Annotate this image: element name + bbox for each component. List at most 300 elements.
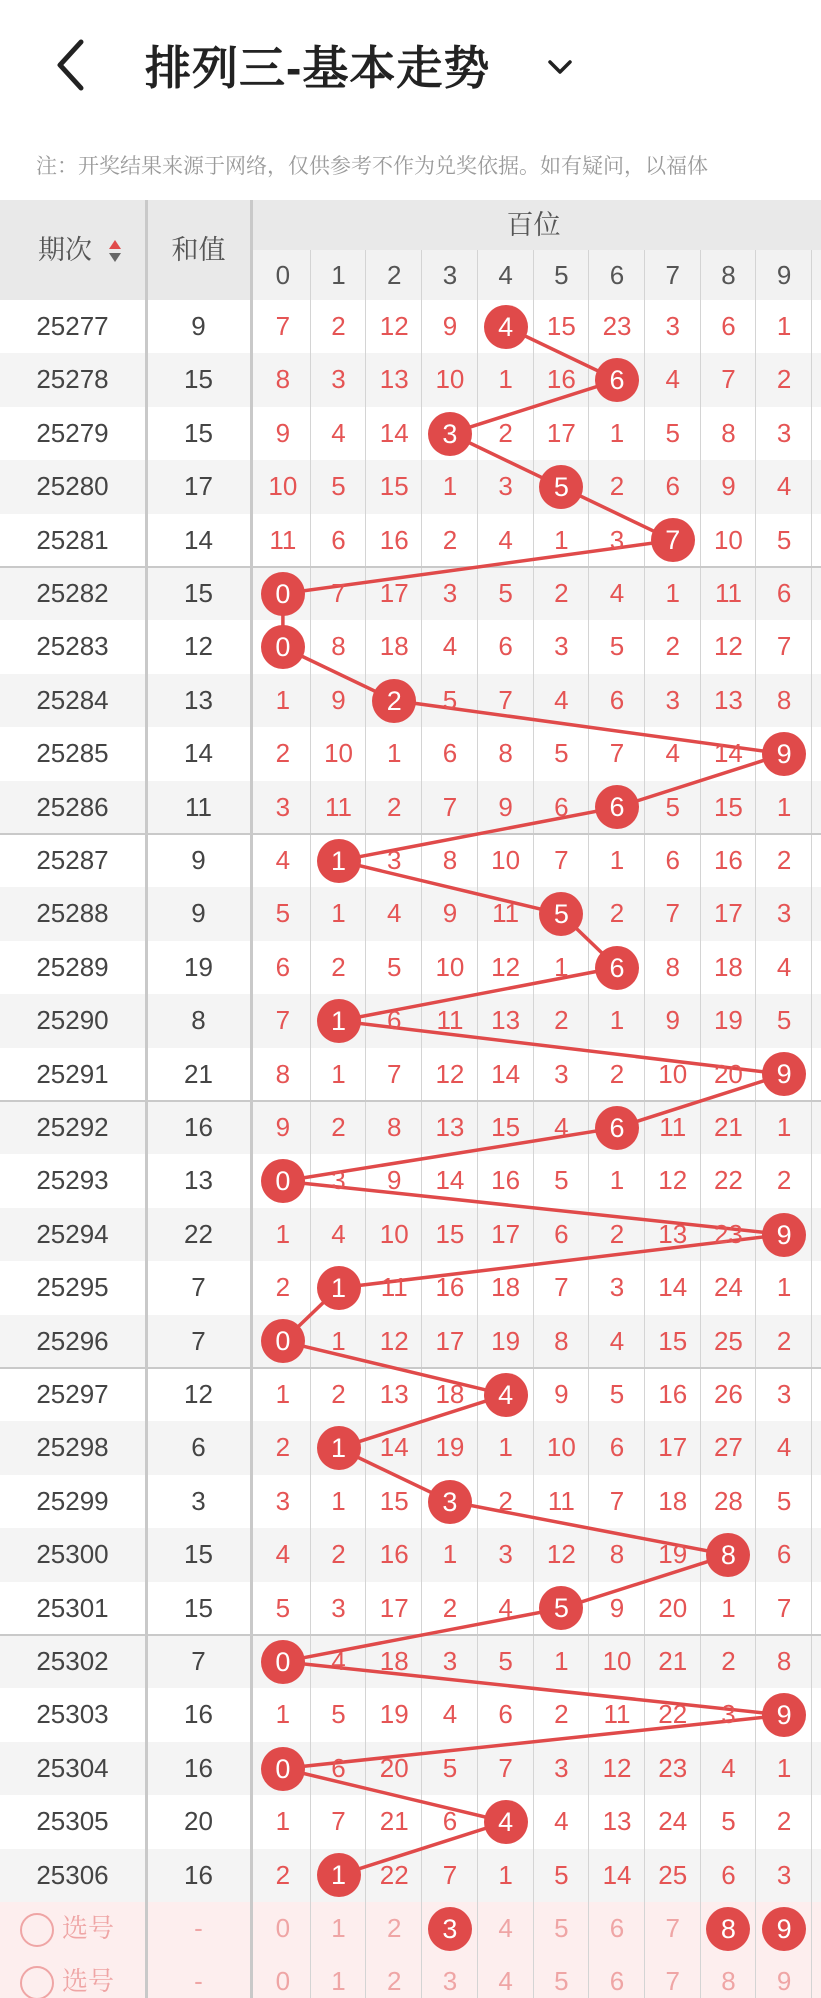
trend-table [0,200,821,1998]
miss-count-cell: 6 [442,1806,458,1837]
miss-count-cell: 19 [491,1325,521,1356]
header [0,0,821,130]
miss-count-cell: 7 [554,1272,569,1303]
sum-cell: 9 [191,845,206,875]
sum-cell: 12 [184,1379,213,1409]
miss-count-cell: 2 [609,898,625,929]
sum-cell: 7 [191,1325,206,1356]
miss-count-cell: 2 [776,845,792,875]
digit-header-2: 2 [387,260,402,290]
miss-count-cell: 4 [721,1752,736,1783]
miss-count-cell: 4 [554,1806,569,1837]
miss-count-cell: 5 [776,1005,792,1036]
winning-ball: 6 [595,358,639,402]
sum-cell: 17 [184,471,213,502]
sum-cell: 15 [184,417,213,448]
miss-count-cell: 18 [491,1272,521,1303]
issue-cell: 25304 [36,1752,109,1783]
miss-count-cell: 15 [435,1218,465,1249]
miss-count-cell: 2 [331,951,346,982]
miss-count-cell: 2 [776,1806,792,1837]
miss-count-cell: 6 [331,1752,346,1783]
winning-ball: 1 [317,1426,361,1470]
miss-count-cell: 3 [776,1379,792,1409]
miss-count-cell: 19 [658,1539,688,1570]
winning-ball: 3 [428,1480,472,1524]
winning-ball: 4 [484,305,528,349]
miss-count-cell: 22 [379,1859,409,1890]
selected-digit-ball[interactable]: 8 [706,1907,750,1951]
miss-count-cell: 1 [275,684,291,715]
miss-count-cell: 9 [498,791,513,822]
issue-cell: 25302 [36,1646,109,1676]
winning-ball: 1 [317,839,361,883]
miss-count-cell: 25 [658,1859,688,1890]
miss-count-cell: 4 [554,684,569,715]
miss-count-cell: 1 [442,471,458,502]
miss-count-cell: 1 [387,738,402,769]
digit-header-7: 7 [665,260,680,290]
miss-count-cell: 2 [331,311,346,341]
miss-count-cell: 5 [776,1485,792,1516]
select-digit[interactable]: 0 [275,1966,291,1997]
miss-count-cell: 6 [721,311,736,341]
miss-count-cell: 13 [379,364,409,395]
miss-count-cell: 4 [387,898,402,929]
miss-count-cell: 3 [554,1752,569,1783]
select-label[interactable]: 选号 [62,1913,115,1943]
miss-count-cell: 9 [442,311,458,341]
miss-count-cell: 9 [665,1005,680,1036]
miss-count-cell: 3 [331,1592,346,1623]
issue-cell: 25286 [36,791,109,822]
miss-count-cell: 4 [442,631,458,662]
title-dropdown-button[interactable] [540,48,580,88]
miss-count-cell: 8 [331,631,346,662]
winning-ball: 0 [261,1159,305,1203]
select-radio[interactable] [20,1966,54,1998]
sum-cell: 11 [185,791,212,822]
miss-count-cell: 6 [776,1539,792,1570]
chevron-down-icon [540,48,580,88]
miss-count-cell: 7 [665,898,680,929]
disclaimer-note: 注：开奖结果来源于网络，仅供参考不作为兑奖依据。如有疑问，以福体 [36,155,708,178]
miss-count-cell: 4 [331,1218,346,1249]
miss-count-cell: 20 [658,1592,688,1623]
miss-count-cell: 18 [435,1379,465,1409]
miss-count-cell: 5 [498,1646,513,1676]
miss-count-cell: 17 [379,578,409,608]
sum-cell: 16 [184,1112,213,1142]
miss-count-cell: 9 [275,417,291,448]
miss-count-cell: 6 [554,1218,569,1249]
miss-count-cell: 7 [554,845,569,875]
winning-ball: 3 [428,412,472,456]
select-digit[interactable]: 5 [554,1966,569,1997]
miss-count-cell: 3 [442,1646,458,1676]
winning-ball: 5 [539,465,583,509]
issue-cell: 25305 [36,1806,109,1837]
miss-count-cell: 15 [546,311,576,341]
miss-count-cell: 3 [721,1699,736,1730]
miss-count-cell: 7 [776,631,792,662]
issue-cell: 25297 [36,1379,109,1409]
select-digit[interactable]: 7 [665,1913,680,1943]
sum-cell: 15 [184,1592,213,1623]
miss-count-cell: 2 [554,1699,569,1730]
select-sum: - [194,1913,203,1943]
issue-cell: 25291 [36,1058,109,1089]
miss-count-cell: 1 [275,1379,291,1409]
miss-count-cell: 7 [275,1005,291,1036]
miss-count-cell: 6 [776,578,792,608]
miss-count-cell: 4 [331,1646,346,1676]
miss-count-cell: 4 [275,845,291,875]
issue-cell: 25300 [36,1539,109,1570]
miss-count-cell: 9 [554,1379,569,1409]
miss-count-cell: 1 [554,951,569,982]
miss-count-cell: 2 [776,1165,792,1196]
miss-count-cell: 2 [498,417,513,448]
miss-count-cell: 4 [776,471,792,502]
miss-count-cell: 5 [554,1165,569,1196]
miss-count-cell: 1 [776,1112,792,1142]
miss-count-cell: 14 [713,738,743,769]
chevron-left-icon [48,30,98,100]
miss-count-cell: 9 [387,1165,402,1196]
miss-count-cell: 18 [379,1646,409,1676]
select-digit[interactable]: 7 [665,1966,680,1997]
miss-count-cell: 1 [331,1325,346,1356]
issue-cell: 25282 [36,578,109,608]
miss-count-cell: 11 [714,578,742,608]
miss-count-cell: 9 [331,684,346,715]
miss-count-cell: 18 [713,951,743,982]
issue-cell: 25306 [36,1859,109,1890]
digit-header-9: 9 [776,260,792,290]
issue-cell: 25303 [36,1699,109,1730]
sum-cell: 16 [184,1859,213,1890]
winning-ball: 6 [595,785,639,829]
miss-count-cell: 16 [713,845,743,875]
miss-count-cell: 3 [776,898,792,929]
sum-cell: 14 [184,524,213,555]
issue-cell: 25279 [36,417,109,448]
miss-count-cell: 23 [602,311,632,341]
digit-header-8: 8 [721,260,736,290]
miss-count-cell: 1 [776,1272,792,1303]
miss-count-cell: 14 [658,1272,688,1303]
sum-cell: 20 [184,1806,213,1837]
miss-count-cell: 8 [665,951,680,982]
miss-count-cell: 1 [609,417,625,448]
miss-count-cell: 10 [491,845,521,875]
miss-count-cell: 2 [275,1859,291,1890]
miss-count-cell: 1 [721,1592,736,1623]
miss-count-cell: 17 [713,898,743,929]
sum-cell: 6 [191,1432,206,1463]
issue-cell: 25287 [36,845,109,875]
miss-count-cell: 2 [331,1539,346,1570]
miss-count-cell: 10 [268,471,298,502]
select-digit[interactable]: 1 [331,1966,346,1997]
miss-count-cell: 24 [713,1272,743,1303]
miss-count-cell: 2 [331,1379,346,1409]
miss-count-cell: 8 [275,1058,291,1089]
miss-count-cell: 2 [442,524,458,555]
miss-count-cell: 13 [713,684,743,715]
selected-digit-ball[interactable]: 3 [428,1907,472,1951]
miss-count-cell: 1 [776,791,792,822]
miss-count-cell: 1 [275,1806,291,1837]
miss-count-cell: 10 [713,524,743,555]
miss-count-cell: 5 [665,791,680,822]
miss-count-cell: 4 [498,524,513,555]
digit-header-4: 4 [498,260,513,290]
miss-count-cell: 3 [776,417,792,448]
miss-count-cell: 15 [491,1112,521,1142]
issue-cell: 25277 [36,311,109,341]
winning-ball: 7 [651,518,695,562]
issue-cell: 25293 [36,1165,109,1196]
miss-count-cell: 10 [324,738,353,769]
miss-count-cell: 4 [442,1699,458,1730]
miss-count-cell: 10 [602,1646,632,1676]
miss-count-cell: 1 [609,845,625,875]
miss-count-cell: 9 [609,1592,625,1623]
miss-count-cell: 4 [665,738,680,769]
sum-cell: 19 [184,951,213,982]
miss-count-cell: 14 [435,1165,465,1196]
winning-ball: 0 [261,625,305,669]
miss-count-cell: 8 [442,845,458,875]
miss-count-cell: 23 [713,1218,743,1249]
winning-ball: 4 [484,1373,528,1417]
winning-ball: 0 [261,1640,305,1684]
sum-cell: 13 [184,684,213,715]
miss-count-cell: 4 [609,1325,625,1356]
select-digit[interactable]: 6 [609,1913,625,1943]
miss-count-cell: 3 [665,311,680,341]
select-radio[interactable] [20,1913,54,1947]
miss-count-cell: 21 [713,1112,743,1142]
issue-cell: 25296 [36,1325,109,1356]
miss-count-cell: 10 [658,1058,688,1089]
winning-ball: 1 [317,999,361,1043]
miss-count-cell: 2 [275,738,291,769]
miss-count-cell: 8 [275,364,291,395]
miss-count-cell: 13 [602,1806,632,1837]
issue-cell: 25289 [36,951,109,982]
miss-count-cell: 9 [442,898,458,929]
winning-ball: 5 [539,892,583,936]
miss-count-cell: 6 [609,684,625,715]
miss-count-cell: 6 [498,1699,513,1730]
back-button[interactable] [48,30,98,100]
miss-count-cell: 23 [658,1752,688,1783]
select-digit[interactable]: 1 [331,1913,346,1943]
miss-count-cell: 8 [554,1325,569,1356]
miss-count-cell: 28 [713,1485,743,1516]
winning-ball: 9 [762,1693,806,1737]
miss-count-cell: 10 [435,951,465,982]
issue-cell: 25288 [36,898,109,929]
miss-count-cell: 1 [331,1058,346,1089]
sum-cell: 15 [184,1539,213,1570]
miss-count-cell: 2 [665,631,680,662]
miss-count-cell: 9 [721,471,736,502]
miss-count-cell: 12 [491,951,521,982]
select-digit[interactable]: 0 [275,1913,291,1943]
miss-count-cell: 22 [713,1165,743,1196]
miss-count-cell: 6 [721,1859,736,1890]
winning-ball: 1 [317,1853,361,1897]
miss-count-cell: 22 [658,1699,688,1730]
select-digit[interactable]: 3 [442,1966,458,1997]
miss-count-cell: 13 [491,1005,521,1036]
miss-count-cell: 12 [546,1539,576,1570]
miss-count-cell: 3 [498,1539,513,1570]
sum-cell: 13 [184,1165,213,1196]
miss-count-cell: 3 [554,1058,569,1089]
miss-count-cell: 10 [435,364,465,395]
miss-count-cell: 8 [721,417,736,448]
miss-count-cell: 5 [665,417,680,448]
miss-count-cell: 15 [658,1325,688,1356]
select-label[interactable]: 选号 [62,1966,115,1997]
select-digit[interactable]: 8 [721,1966,736,1997]
miss-count-cell: 4 [609,578,625,608]
miss-count-cell: 5 [776,524,792,555]
miss-count-cell: 27 [713,1432,743,1463]
miss-count-cell: 1 [609,1165,625,1196]
miss-count-cell: 2 [442,1592,458,1623]
select-digit[interactable]: 4 [498,1966,513,1997]
miss-count-cell: 11 [380,1272,408,1303]
winning-ball: 9 [762,1052,806,1096]
page-title: 排列三-基本走势 [145,42,491,94]
select-digit[interactable]: 4 [498,1913,513,1943]
column-issue-header[interactable]: 期次 [38,235,92,265]
select-digit[interactable]: 9 [776,1966,792,1997]
winning-ball: 8 [706,1533,750,1577]
select-digit[interactable]: 2 [387,1966,402,1997]
miss-count-cell: 16 [658,1379,688,1409]
sum-cell: 12 [184,631,213,662]
miss-count-cell: 2 [554,1005,569,1036]
miss-count-cell: 1 [498,1859,513,1890]
miss-count-cell: 11 [492,898,520,929]
miss-count-cell: 2 [609,1218,625,1249]
select-digit[interactable]: 2 [387,1913,402,1943]
miss-count-cell: 4 [665,364,680,395]
miss-count-cell: 6 [387,1005,402,1036]
miss-count-cell: 3 [275,791,291,822]
miss-count-cell: 12 [713,631,743,662]
miss-count-cell: 21 [658,1646,688,1676]
miss-count-cell: 5 [721,1806,736,1837]
sum-cell: 14 [184,738,213,769]
sum-cell: 16 [184,1699,213,1730]
issue-cell: 25294 [36,1218,109,1249]
winning-ball: 6 [595,946,639,990]
miss-count-cell: 1 [554,524,569,555]
miss-count-cell: 8 [498,738,513,769]
issue-cell: 25285 [36,738,109,769]
miss-count-cell: 4 [275,1539,291,1570]
miss-count-cell: 15 [379,471,409,502]
miss-count-cell: 5 [275,1592,291,1623]
miss-count-cell: 16 [546,364,576,395]
miss-count-cell: 2 [331,1112,346,1142]
miss-count-cell: 4 [776,951,792,982]
miss-count-cell: 4 [498,1592,513,1623]
miss-count-cell: 5 [554,1859,569,1890]
miss-count-cell: 16 [491,1165,521,1196]
miss-count-cell: 20 [379,1752,409,1783]
miss-count-cell: 2 [609,471,625,502]
miss-count-cell: 2 [275,1432,291,1463]
miss-count-cell: 20 [713,1058,743,1089]
miss-count-cell: 5 [331,471,346,502]
sum-cell: 15 [184,364,213,395]
miss-count-cell: 19 [379,1699,409,1730]
miss-count-cell: 1 [331,1485,346,1516]
column-sum-header: 和值 [171,235,226,265]
miss-count-cell: 15 [379,1485,409,1516]
miss-count-cell: 4 [331,417,346,448]
sum-cell: 7 [191,1272,206,1303]
miss-count-cell: 19 [435,1432,465,1463]
select-digit[interactable]: 5 [554,1913,569,1943]
miss-count-cell: 12 [602,1752,632,1783]
miss-count-cell: 8 [609,1539,625,1570]
miss-count-cell: 8 [387,1112,402,1142]
miss-count-cell: 6 [665,471,680,502]
miss-count-cell: 1 [554,1646,569,1676]
miss-count-cell: 13 [379,1379,409,1409]
miss-count-cell: 6 [442,738,458,769]
miss-count-cell: 2 [721,1646,736,1676]
issue-cell: 25283 [36,631,109,662]
issue-cell: 25281 [36,524,109,555]
miss-count-cell: 7 [721,364,736,395]
issue-cell: 25278 [36,364,109,395]
miss-count-cell: 7 [776,1592,792,1623]
miss-count-cell: 3 [665,684,680,715]
miss-count-cell: 1 [275,1699,291,1730]
miss-count-cell: 1 [498,364,513,395]
miss-count-cell: 5 [387,951,402,982]
miss-count-cell: 26 [713,1379,743,1409]
miss-count-cell: 24 [658,1806,688,1837]
miss-count-cell: 7 [442,791,458,822]
miss-count-cell: 7 [498,684,513,715]
selected-digit-ball[interactable]: 9 [762,1907,806,1951]
winning-ball: 0 [261,1319,305,1363]
miss-count-cell: 3 [331,1165,346,1196]
issue-cell: 25284 [36,684,109,715]
miss-count-cell: 3 [331,364,346,395]
miss-count-cell: 3 [609,1272,625,1303]
issue-cell: 25295 [36,1272,109,1303]
select-digit[interactable]: 6 [609,1966,625,1997]
miss-count-cell: 7 [331,578,346,608]
miss-count-cell: 14 [379,417,409,448]
miss-count-cell: 3 [776,1859,792,1890]
miss-count-cell: 17 [658,1432,688,1463]
miss-count-cell: 11 [269,524,297,555]
